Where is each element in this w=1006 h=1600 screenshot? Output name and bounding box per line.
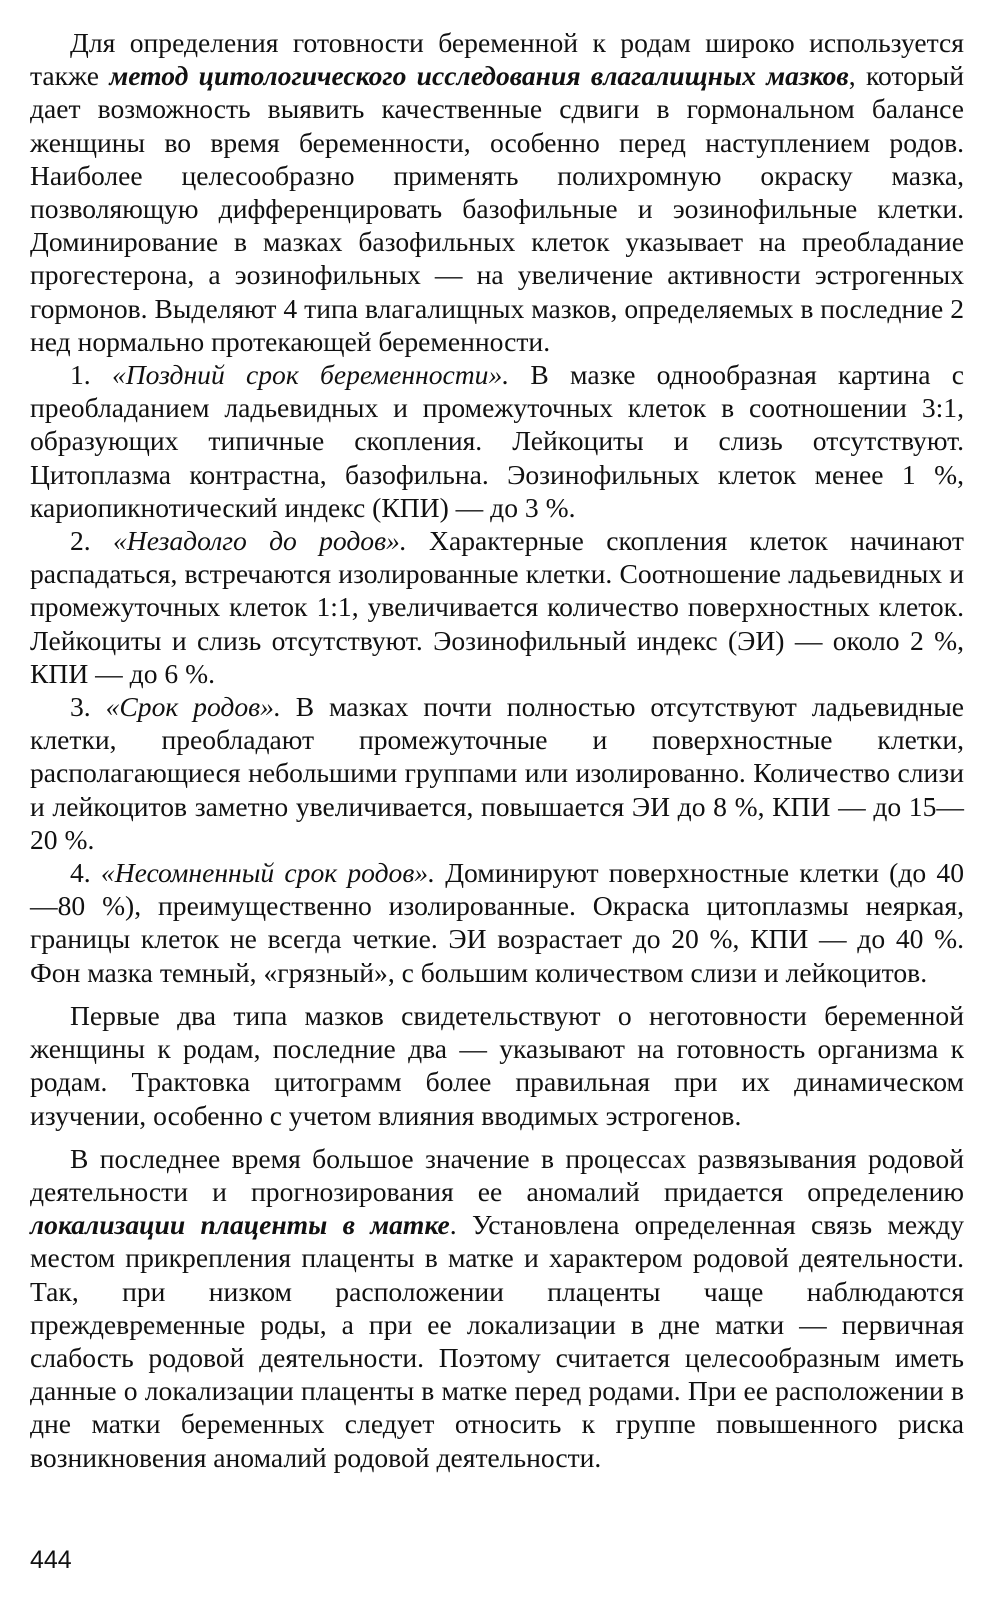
placenta-text-1: В последнее время большое значение в процессах развязывания родовой деятельности и прогнозирования ее аномалий придается определению (30, 1142, 964, 1207)
intro-paragraph (30, 26, 964, 358)
placenta-paragraph (30, 1142, 964, 1474)
smear-type-title: «Срок родов». (105, 691, 281, 723)
smear-type-number: 2. (70, 525, 91, 557)
smear-type-description: В мазке однообразная картина с преобладанием ладьевидных и промежуточных клеток в соотношении 3:1, образующих типичные скопления. Лейкоциты и слизь отсутствуют. Цитоплазма контрастна, базофильна. Эозинофильных клеток менее 1 %, кариопикнотический индекс (КПИ) — до 3 %. (30, 359, 965, 523)
page-number: 444 (30, 1546, 72, 1574)
smear-type-3 (30, 690, 964, 856)
smear-type-4 (30, 856, 964, 989)
smear-type-number: 1. (70, 359, 91, 391)
placenta-text-2: . Установлена определенная связь между местом прикрепления плаценты в матке и характером родовой деятельности. Так, при низком расположении плаценты чаще наблюдаются преждевременные роды, а при ее локализации в дне матки — первичная слабость родовой деятельности. Поэтому считается целесообразным иметь данные о локализации плаценты в матке перед родами. При ее расположении в дне матки беременных следует относить к группе повышенного риска возникновения аномалий родовой деятельности. (30, 1209, 964, 1473)
smear-type-2 (30, 524, 964, 690)
smear-type-number: 4. (70, 857, 91, 889)
smear-type-number: 3. (70, 691, 91, 723)
body-text (30, 26, 964, 1474)
smear-type-1 (30, 358, 964, 524)
placenta-emphasis: локализации плаценты в матке (30, 1209, 450, 1241)
intro-text-2: , который дает возможность выявить качественные сдвиги в гормональном балансе женщины во время беременности, особенно перед наступлением родов. Наиболее целесообразно применять полихромную окраску мазка, позволяющую дифференцировать базофильные и эозинофильные клетки. Доминирование в мазках базофильных клеток указывает на преобладание прогестерона, а эозинофильных — на увеличение активности эстрогенных гормонов. Выделяют 4 типа влагалищных мазков, определяемых в последние 2 нед нормально протекающей беременности. (30, 60, 964, 357)
intro-emphasis: метод цитологического исследования влагалищных мазков (109, 60, 849, 92)
smear-type-title: «Несомненный срок родов». (100, 857, 435, 889)
smear-type-title: «Поздний срок беременности». (111, 359, 510, 391)
intro-text-1: Для определения готовности беременной к родам широко используется также (30, 27, 964, 92)
smear-type-title: «Незадолго до родов». (112, 525, 407, 557)
conclusion-paragraph: Первые два типа мазков свидетельствуют о неготовности беременной женщины к родам, последние два — указывают на готовность организма к родам. Трактовка цитограмм более правильная при их динамическом изучении, особенно с учетом влияния вводимых эстрогенов. (30, 999, 964, 1131)
smear-type-description: Доминируют поверхностные клетки (до 40—80 %), преимущественно изолированные. Окраска цитоплазмы неяркая, границы клеток не всегда четкие. ЭИ возрастает до 20 %, КПИ — до 40 %. Фон мазка темный, «грязный», с большим количеством слизи и лейкоцитов. (30, 857, 964, 988)
smear-type-description: В мазках почти полностью отсутствуют ладьевидные клетки, преобладают промежуточные и поверхностные клетки, располагающиеся небольшими группами или изолированно. Количество слизи и лейкоцитов заметно увеличивается, повышается ЭИ до 8 %, КПИ — до 15—20 %. (30, 691, 964, 855)
smear-type-description: Характерные скопления клеток начинают распадаться, встречаются изолированные клетки. Соотношение ладьевидных и промежуточных клеток 1:1, увеличивается количество поверхностных клеток. Лейкоциты и слизь отсутствуют. Эозинофильный индекс (ЭИ) — около 2 %, КПИ — до 6 %. (30, 525, 964, 689)
